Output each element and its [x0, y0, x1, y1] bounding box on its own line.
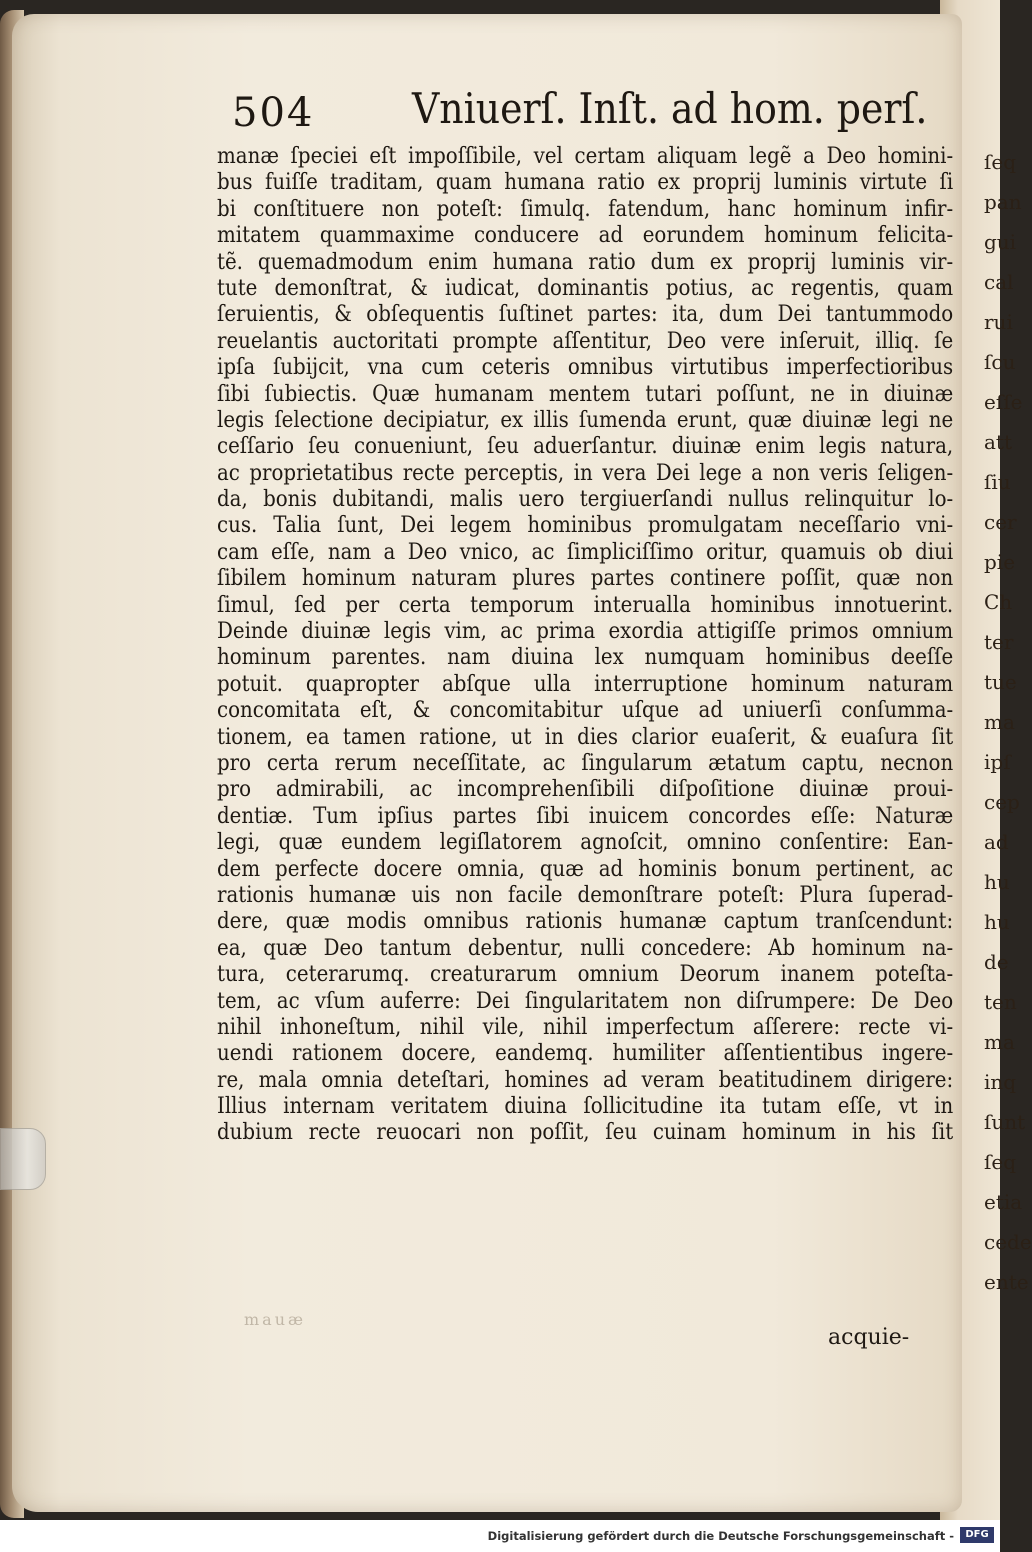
page-number: 504: [232, 90, 315, 136]
text-line: tute demonſtrat, & iudicat, dominantis potius, ac regentis, quam: [217, 275, 954, 301]
facing-page-fragment: ma: [984, 710, 1015, 734]
facing-page-fragment: de: [984, 950, 1009, 974]
facing-page-fragment: rui: [984, 310, 1013, 334]
facing-page-fragment: ſiu: [984, 470, 1011, 494]
book-clip: [0, 1128, 46, 1190]
facing-page-fragment: ſunt: [984, 1110, 1026, 1134]
text-line: mitatem quammaxime conducere ad eorundem hominum felicita-: [217, 223, 954, 249]
facing-page-fragment: pan: [984, 190, 1022, 214]
facing-page-fragment: ſcu: [984, 350, 1016, 374]
running-title: Vniuerſ. Inſt. ad hom. perſ.: [412, 84, 928, 133]
text-line: ea, quæ Deo tantum debentur, nulli concedere: Ab hominum na-: [217, 935, 954, 961]
text-line: tẽ. quemadmodum enim humana ratio dum ex proprij luminis vir-: [217, 249, 954, 275]
facing-page-fragment: Ch: [984, 590, 1013, 614]
catchword: acquie-: [828, 1325, 910, 1350]
facing-page-fragment: eſſe: [984, 390, 1023, 414]
text-line: tionem, ea tamen ratione, ut in dies clarior euaſerit, & euaſura ſit: [217, 724, 954, 750]
facing-page-fragment: ma: [984, 1030, 1015, 1054]
text-line: dubium recte reuocari non poſſit, ſeu cuinam hominum in his ſit: [217, 1120, 954, 1146]
text-line: ſeruientis, & obſequentis ſuſtinet partes: ita, dum Dei tantummodo: [217, 302, 954, 328]
text-line: uendi rationem docere, eandemq. humiliter aſſentientibus ingere-: [217, 1041, 954, 1067]
facing-page-fragment: ten: [984, 990, 1017, 1014]
facing-page-fragment: ter: [984, 630, 1014, 654]
text-line: dem perfecte docere omnia, quæ ad hominis bonum pertinent, ac: [217, 856, 954, 882]
text-line: tem, ac vſum auferre: Dei ſingularitatem non diſrumpere: De Deo: [217, 988, 954, 1014]
text-line: ſimul, ſed per certa temporum interualla hominibus innotuerint.: [217, 592, 954, 618]
text-line: ſibilem hominum naturam plures partes continere poſſit, quæ non: [217, 566, 954, 592]
facing-page-fragment: hu: [984, 910, 1010, 934]
funding-credit: Digitalisierung gefördert durch die Deutsche Forschungsgemeinschaft -: [487, 1529, 954, 1543]
facing-page-fragment: hu: [984, 870, 1010, 894]
text-line: hominum parentes. nam diuina lex numquam hominibus deeſſe: [217, 645, 954, 671]
facing-page-fragment: cep: [984, 790, 1020, 814]
text-line: cam eſſe, nam a Deo vnico, ac ſimpliciſſimo oritur, quamuis ob diui: [217, 539, 954, 565]
facing-page-fragment: cal: [984, 270, 1014, 294]
facing-page-fragment: pie: [984, 550, 1016, 574]
facing-page-fragment: inq: [984, 1070, 1017, 1094]
text-line: concomitata eſt, & concomitabitur uſque ad uniuerſi conſumma-: [217, 698, 954, 724]
text-line: pro certa rerum neceſſitate, ac ſingularum ætatum captu, necnon: [217, 750, 954, 776]
facing-page-fragment: cede: [984, 1230, 1032, 1254]
facing-page-fragment: etia: [984, 1190, 1023, 1214]
text-line: dere, quæ modis omnibus rationis humanæ captum tranſcendunt:: [217, 909, 954, 935]
facing-page-fragment: cer: [984, 510, 1017, 534]
facing-page-fragment: ſeq: [984, 1150, 1017, 1174]
facing-page-fragment: ad: [984, 830, 1009, 854]
text-line: legis ſelectione decipiatur, ex illis ſumenda erunt, quæ diuinæ legi ne: [217, 407, 954, 433]
facing-page-fragment: tue: [984, 670, 1017, 694]
facing-page-fragment: att: [984, 430, 1012, 454]
text-line: manæ ſpeciei eſt impoſſibile, vel certam aliquam legẽ a Deo homini-: [217, 144, 954, 169]
text-line: Deinde diuinæ legis vim, ac prima exordia attigiſſe primos omnium: [217, 619, 954, 645]
text-line: nihil inhoneſtum, nihil vile, nihil imperfectum aſſerere: recte vi-: [217, 1014, 954, 1040]
text-line: ſibi ſubiectis. Quæ humanam mentem tutari poſſunt, ne in diuinæ: [217, 381, 954, 407]
facing-page-fragment: ipſ: [984, 750, 1011, 774]
text-line: rationis humanæ uis non facile demonſtrare poteſt: Plura ſuperad-: [217, 882, 954, 908]
facing-page-fragment: ſeq: [984, 150, 1017, 174]
text-line: bus fuiſſe traditam, quam humana ratio ex proprij luminis virtute ſi: [217, 170, 954, 196]
facing-page-fragment: gui: [984, 230, 1017, 254]
text-line: re, mala omnia deteſtari, homines ad veram beatitudinem dirigere:: [217, 1067, 954, 1093]
text-line: tura, ceterarumq. creaturarum omnium Deorum inanem poteſta-: [217, 962, 954, 988]
page-header: [232, 84, 928, 144]
body-text: [217, 144, 957, 1147]
text-line: reuelantis auctoritati prompte aſſentitur, Deo vere inſeruit, illiq. ſe: [217, 328, 954, 354]
text-line: ipſa ſubijcit, vna cum ceteris omnibus virtutibus imperfectioribus: [217, 355, 954, 381]
text-line: Illius internam veritatem diuina ſollicitudine ita tutam eſſe, vt in: [217, 1094, 954, 1120]
facing-page-fragment: ente: [984, 1270, 1029, 1294]
text-line: cus. Talia ſunt, Dei legem hominibus promulgatam neceſſario vni-: [217, 513, 954, 539]
show-through-text: mauæ: [244, 1310, 307, 1329]
text-line: dentiæ. Tum ipſius partes ſibi inuicem concordes eſſe: Naturæ: [217, 803, 954, 829]
text-line: bi conſtituere non poteſt: ſimulq. fatendum, hanc hominum infir-: [217, 196, 954, 222]
text-line: ceſſario ſeu conueniunt, ſeu aduerſantur. diuinæ enim legis natura,: [217, 434, 954, 460]
book-page: [12, 14, 962, 1512]
digitization-footer: [0, 1520, 1000, 1552]
text-line: ac proprietatibus recte perceptis, in vera Dei lege a non veris ſeligen-: [217, 460, 954, 486]
text-line: pro admirabili, ac incomprehenſibili diſpoſitione diuinæ proui-: [217, 777, 954, 803]
text-line: da, bonis dubitandi, malis uero tergiuerſandi nullus relinquitur lo-: [217, 487, 954, 513]
dfg-logo-icon: DFG: [960, 1527, 994, 1543]
text-line: legi, quæ eundem legiſlatorem agnoſcit, omnino conſentire: Ean-: [217, 830, 954, 856]
text-line: potuit. quapropter abſque ulla interruptione hominum naturam: [217, 671, 954, 697]
